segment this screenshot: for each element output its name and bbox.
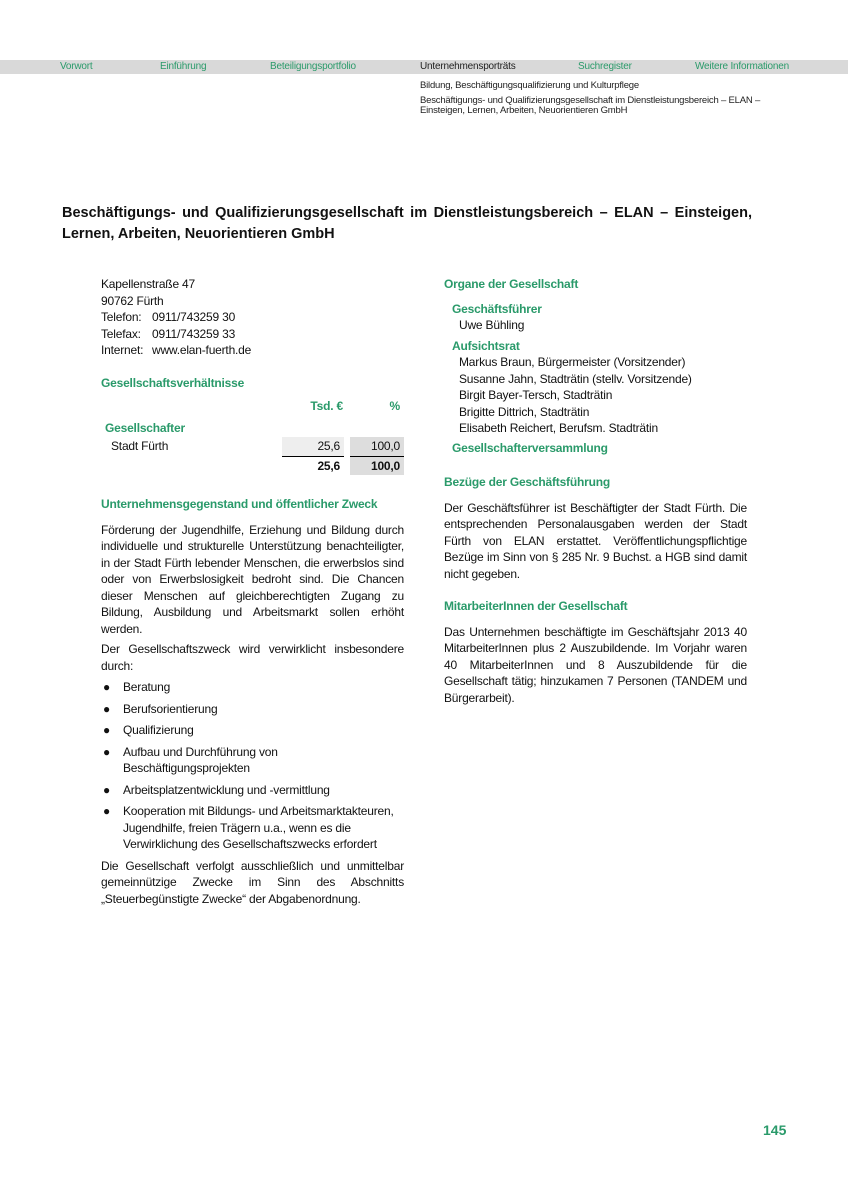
phone-value: 0911/743259 30 <box>152 310 236 324</box>
bullet-icon: ● <box>103 804 111 818</box>
nav-unternehmensportraets[interactable]: Unternehmensporträts <box>420 61 516 72</box>
nav-vorwort[interactable]: Vorwort <box>60 61 93 72</box>
subheading-geschaeftsfuehrer: Geschäftsführer <box>452 301 542 316</box>
shareholder-table <box>101 397 404 475</box>
list-item-text: Beratung <box>123 680 171 694</box>
section-heading-verhaeltnisse: Gesellschaftsverhältnisse <box>101 375 245 390</box>
address-block <box>101 276 404 359</box>
list-item <box>101 679 404 696</box>
list-item <box>101 803 404 853</box>
aufsichtsrat-member: Markus Braun, Bürgermeister (Vorsitzender) <box>459 355 686 369</box>
fax-value: 0911/743259 33 <box>152 326 236 341</box>
aufsichtsrat-member: Birgit Bayer-Tersch, Stadträtin <box>459 388 613 402</box>
col-header-tsd: Tsd. € <box>310 399 343 413</box>
list-item-text: Berufsorientierung <box>123 701 218 716</box>
total-pct: 100,0 <box>347 456 404 475</box>
breadcrumb-company[interactable]: Beschäftigungs- und Qualifizierungsgesellschaft im Dienstleistungsbereich – ELAN – <box>420 95 761 106</box>
total-row <box>101 456 404 475</box>
aufsichtsrat-member: Susanne Jahn, Stadträtin (stellv. Vorsitzende) <box>459 371 692 386</box>
geschaeftsfuehrer-name: Uwe Bühling <box>459 318 525 332</box>
section-heading-bezuege: Bezüge der Geschäftsführung <box>444 475 610 489</box>
fax-label: Telefax: <box>101 326 141 341</box>
nav-suchregister[interactable]: Suchregister <box>578 61 632 72</box>
section-heading-mitarbeiter: MitarbeiterInnen der Gesellschaft <box>444 599 628 613</box>
bullet-icon: ● <box>103 723 111 737</box>
list-item-text: Aufbau und Durchführung von Beschäftigungsprojekten <box>123 744 278 775</box>
section-heading-zweck: Unternehmensgegenstand und öffentlicher Zweck <box>101 497 378 511</box>
page-number: 145 <box>763 1122 787 1138</box>
shareholder-name: Stadt Fürth <box>111 439 169 454</box>
address-street: Kapellenstraße 47 <box>101 277 195 291</box>
address-city: 90762 Fürth <box>101 293 164 308</box>
right-column <box>444 276 747 706</box>
nav-weitere-informationen[interactable]: Weitere Informationen <box>695 61 789 72</box>
nav-einfuehrung[interactable]: Einführung <box>160 61 207 72</box>
col-header-pct: % <box>389 399 400 413</box>
table-row <box>101 437 404 456</box>
breadcrumb-category[interactable]: Bildung, Beschäftigungsqualifizierung und Kulturpflege <box>420 80 639 91</box>
web-label: Internet: <box>101 343 144 357</box>
bullet-icon: ● <box>103 744 111 759</box>
subheading-gesellschafterversammlung: Gesellschafterversammlung <box>452 440 608 455</box>
zweck-bullet-list <box>101 679 404 853</box>
list-item <box>101 701 404 718</box>
phone-label: Telefon: <box>101 310 142 324</box>
bezuege-paragraph: Der Geschäftsführer ist Beschäftigter der Stadt Fürth. Die entsprechenden Personalausgaben werden der Stadt Fürth von ELAN erstattet. Veröffentlichungspflichtige Bezüge im Sinn von § 285 Nr. 9 Buchst. a HGB sind damit nicht gegeben. <box>444 500 747 581</box>
list-item <box>101 722 404 739</box>
bullet-icon: ● <box>103 782 111 797</box>
nav-beteiligungsportfolio[interactable]: Beteiligungsportfolio <box>270 61 356 72</box>
list-item <box>101 782 404 799</box>
breadcrumb-company-cont[interactable]: Einsteigen, Lernen, Arbeiten, Neuorientieren GmbH <box>420 105 628 116</box>
page-title: Beschäftigungs- und Qualifizierungsgesellschaft im Dienstleistungsbereich – ELAN – Einsteigen, Lernen, Arbeiten, Neuorientieren GmbH <box>62 205 752 242</box>
aufsichtsrat-member: Elisabeth Reichert, Berufsm. Stadträtin <box>459 421 658 435</box>
shareholder-pct: 100,0 <box>347 437 404 456</box>
list-item-text: Kooperation mit Bildungs- und Arbeitsmarktakteuren, Jugendhilfe, freien Trägern u.a., wenn es die Verwirklichung des Gesellschaftszwecks erfordert <box>123 804 394 851</box>
mitarbeiter-paragraph: Das Unternehmen beschäftigte im Geschäftsjahr 2013 40 MitarbeiterInnen plus 2 Auszubildende. Im Vorjahr waren 40 MitarbeiterInnen und 8 Auszubildende für die Gesellschaft tätig; hinzukamen 7 Personen (TANDEM und Bürgerarbeit). <box>444 624 747 705</box>
bullet-icon: ● <box>103 701 111 716</box>
subheading-aufsichtsrat: Aufsichtsrat <box>452 338 520 353</box>
web-link[interactable]: www.elan-fuerth.de <box>152 343 252 357</box>
shareholder-tsd: 25,6 <box>282 437 347 456</box>
list-item-text: Arbeitsplatzentwicklung und -vermittlung <box>123 782 330 797</box>
zweck-paragraph-2: Der Gesellschaftszweck wird verwirklicht insbesondere durch: <box>101 642 404 673</box>
section-heading-organe: Organe der Gesellschaft <box>444 277 579 291</box>
group-label: Gesellschafter <box>105 420 185 435</box>
bullet-icon: ● <box>103 680 111 694</box>
aufsichtsrat-list <box>444 354 747 437</box>
left-column <box>101 276 404 907</box>
total-tsd: 25,6 <box>317 458 340 473</box>
aufsichtsrat-member: Brigitte Dittrich, Stadträtin <box>459 404 590 419</box>
zweck-paragraph-1: Förderung der Jugendhilfe, Erziehung und Bildung durch individuelle und strukturelle Unterstützung benachteiligter, in der Stadt Fürth lebender Menschen, die erwerbslos sind oder von Erwerbslosigkeit bedroht sind. Die Chancen dieser Menschen auf gleichberechtigten Zugang zu Bildung, Ausbildung und Arbeitsmarkt sollen erhöht werden. <box>101 522 404 636</box>
list-item-text: Qualifizierung <box>123 723 194 737</box>
zweck-paragraph-3: Die Gesellschaft verfolgt ausschließlich und unmittelbar gemeinnützige Zwecke im Sinn des Abschnitts „Steuerbegünstigte Zwecke“ der Abgabenordnung. <box>101 858 404 906</box>
list-item <box>101 744 404 777</box>
